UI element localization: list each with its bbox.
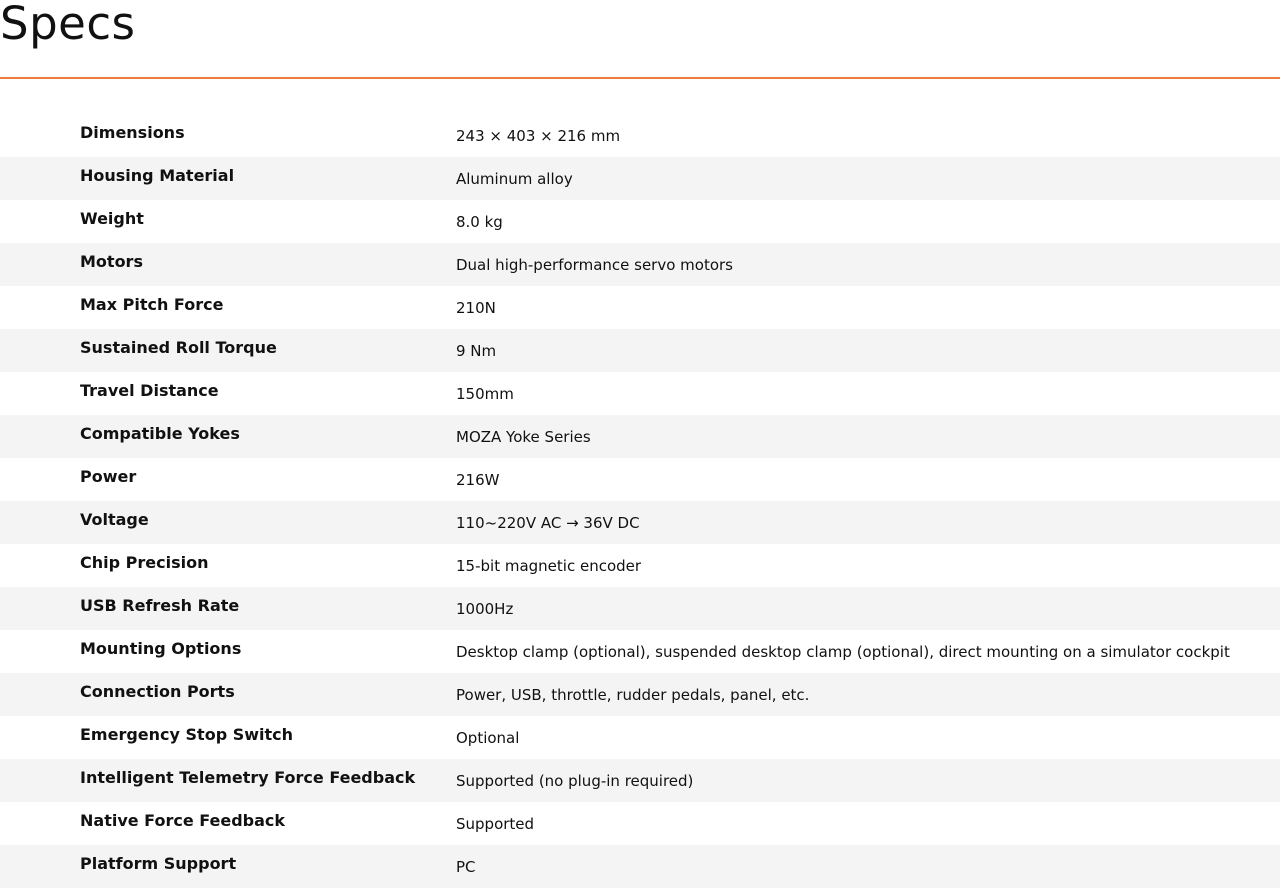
spec-value: Supported	[456, 815, 535, 833]
spec-label: Motors	[80, 252, 143, 271]
spec-value: MOZA Yoke Series	[456, 428, 591, 446]
spec-row-chip-precision	[0, 544, 1280, 587]
spec-label: Native Force Feedback	[80, 811, 286, 830]
spec-value: Optional	[456, 729, 520, 747]
spec-row-connection-ports	[0, 673, 1280, 716]
spec-row-compatible-yokes	[0, 415, 1280, 458]
spec-label: Connection Ports	[80, 682, 235, 701]
spec-value: 243 × 403 × 216 mm	[456, 127, 621, 145]
spec-value: PC	[456, 858, 476, 876]
spec-label: Intelligent Telemetry Force Feedback	[80, 768, 416, 787]
spec-row-motors	[0, 243, 1280, 286]
page-title: Specs	[0, 0, 136, 50]
spec-label: Sustained Roll Torque	[80, 338, 277, 357]
spec-row-weight	[0, 200, 1280, 243]
spec-label: Emergency Stop Switch	[80, 725, 294, 744]
spec-row-sustained-roll-torque	[0, 329, 1280, 372]
spec-label: Weight	[80, 209, 144, 228]
spec-row-intelligent-telemetry-force-feedback	[0, 759, 1280, 802]
spec-row-max-pitch-force	[0, 286, 1280, 329]
spec-label: Max Pitch Force	[80, 295, 224, 314]
spec-row-travel-distance	[0, 372, 1280, 415]
spec-value: 150mm	[456, 385, 514, 403]
spec-label: Travel Distance	[80, 381, 219, 400]
spec-label: Housing Material	[80, 166, 235, 185]
spec-value: 15-bit magnetic encoder	[456, 557, 642, 575]
spec-row-mounting-options	[0, 630, 1280, 673]
spec-row-emergency-stop-switch	[0, 716, 1280, 759]
spec-row-native-force-feedback	[0, 802, 1280, 845]
spec-label: Dimensions	[80, 123, 185, 142]
spec-row-housing-material	[0, 157, 1280, 200]
title-divider	[0, 77, 1280, 79]
spec-value: 110~220V AC → 36V DC	[456, 514, 640, 532]
spec-value: Dual high-performance servo motors	[456, 256, 733, 274]
spec-value: 210N	[456, 299, 496, 317]
spec-value: Desktop clamp (optional), suspended desktop clamp (optional), direct mounting on a simulator cockpit	[456, 643, 1230, 661]
spec-value: Supported (no plug-in required)	[456, 772, 694, 790]
spec-label: Voltage	[80, 510, 149, 529]
spec-label: Chip Precision	[80, 553, 209, 572]
spec-value: 8.0 kg	[456, 213, 503, 231]
spec-label: Mounting Options	[80, 639, 242, 658]
spec-value: 216W	[456, 471, 500, 489]
spec-label: Power	[80, 467, 137, 486]
spec-row-platform-support	[0, 845, 1280, 888]
spec-label: Platform Support	[80, 854, 237, 873]
spec-value: 9 Nm	[456, 342, 497, 360]
spec-row-usb-refresh-rate	[0, 587, 1280, 630]
spec-row-power	[0, 458, 1280, 501]
spec-row-voltage	[0, 501, 1280, 544]
spec-value: Aluminum alloy	[456, 170, 573, 188]
spec-value: 1000Hz	[456, 600, 514, 618]
spec-label: USB Refresh Rate	[80, 596, 240, 615]
specs-table	[0, 114, 1280, 888]
spec-value: Power, USB, throttle, rudder pedals, panel, etc.	[456, 686, 810, 704]
spec-row-dimensions	[0, 114, 1280, 157]
spec-label: Compatible Yokes	[80, 424, 240, 443]
